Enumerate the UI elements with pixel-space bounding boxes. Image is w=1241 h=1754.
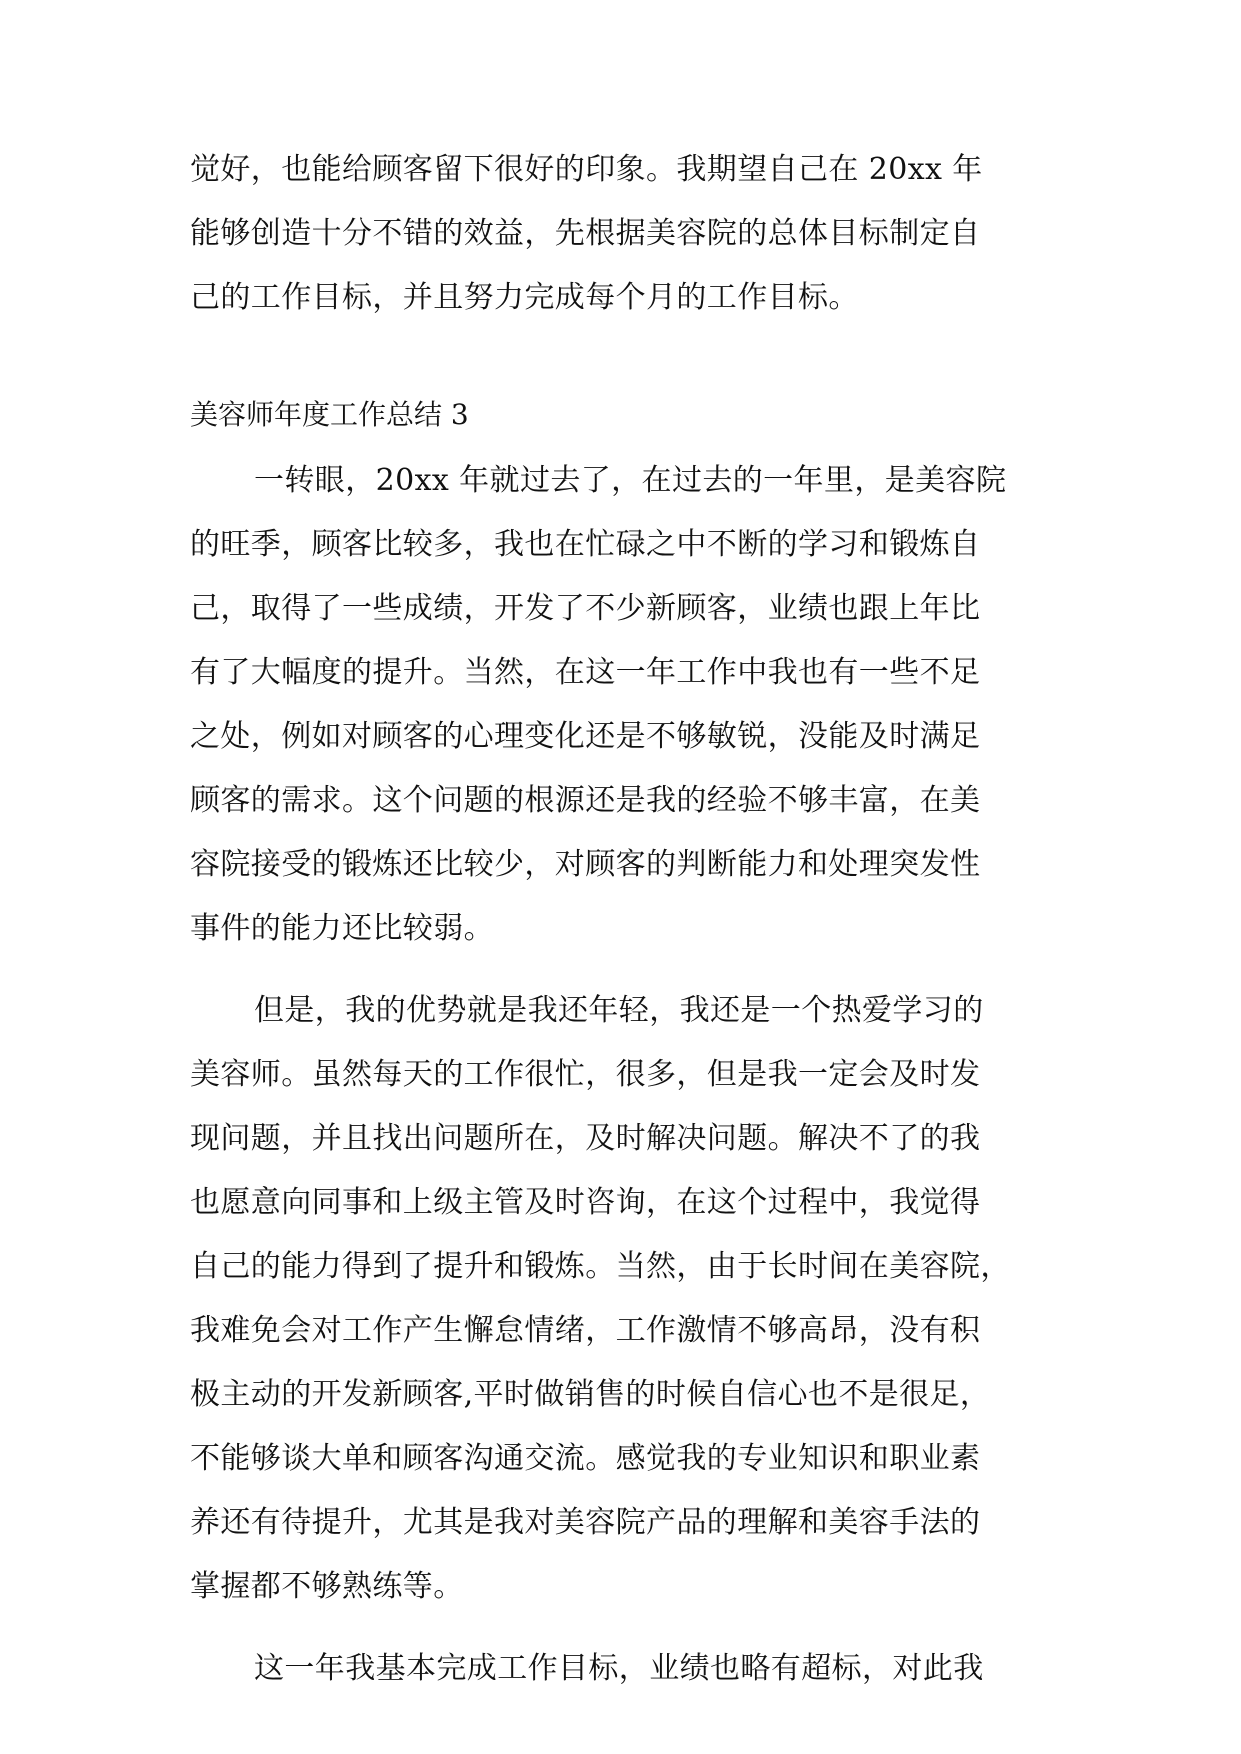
text-line: 顾客的需求。这个问题的根源还是我的经验不够丰富，在美 bbox=[190, 783, 981, 818]
text-line: 但是，我的优势就是我还年轻，我还是一个热爱学习的 bbox=[254, 993, 984, 1028]
text-line: 容院接受的锻炼还比较少，对顾客的判断能力和处理突发性 bbox=[190, 847, 981, 882]
text-line: 不能够谈大单和顾客沟通交流。感觉我的专业知识和职业素 bbox=[190, 1441, 981, 1476]
text-line: 能够创造十分不错的效益，先根据美容院的总体目标制定自 bbox=[190, 216, 981, 251]
text-line: 极主动的开发新顾客,平时做销售的时候自信心也不是很足， bbox=[190, 1377, 991, 1412]
text-line: 觉好，也能给顾客留下很好的印象。我期望自己在 20xx 年 bbox=[190, 152, 983, 187]
text-line: 己，取得了一些成绩，开发了不少新顾客，业绩也跟上年比 bbox=[190, 591, 981, 626]
text-line: 这一年我基本完成工作目标，业绩也略有超标，对此我 bbox=[254, 1651, 984, 1686]
text-line: 美容师。虽然每天的工作很忙，很多，但是我一定会及时发 bbox=[190, 1057, 981, 1092]
text-line: 掌握都不够熟练等。 bbox=[190, 1569, 464, 1604]
text-line: 的旺季，顾客比较多，我也在忙碌之中不断的学习和锻炼自 bbox=[190, 527, 981, 562]
section-title: 美容师年度工作总结 3 bbox=[190, 398, 469, 431]
text-line: 一转眼，20xx 年就过去了，在过去的一年里，是美容院 bbox=[254, 463, 1007, 498]
text-line: 也愿意向同事和上级主管及时咨询，在这个过程中，我觉得 bbox=[190, 1185, 981, 1220]
text-line: 养还有待提升，尤其是我对美容院产品的理解和美容手法的 bbox=[190, 1505, 981, 1540]
text-line: 己的工作目标，并且努力完成每个月的工作目标。 bbox=[190, 280, 859, 315]
text-line: 有了大幅度的提升。当然，在这一年工作中我也有一些不足 bbox=[190, 655, 981, 690]
text-line: 我难免会对工作产生懈怠情绪，工作激情不够高昂，没有积 bbox=[190, 1313, 981, 1348]
text-line: 之处，例如对顾客的心理变化还是不够敏锐，没能及时满足 bbox=[190, 719, 981, 754]
text-line: 事件的能力还比较弱。 bbox=[190, 911, 494, 946]
text-line: 自己的能力得到了提升和锻炼。当然，由于长时间在美容院， bbox=[190, 1249, 1011, 1284]
text-line: 现问题，并且找出问题所在，及时解决问题。解决不了的我 bbox=[190, 1121, 981, 1156]
